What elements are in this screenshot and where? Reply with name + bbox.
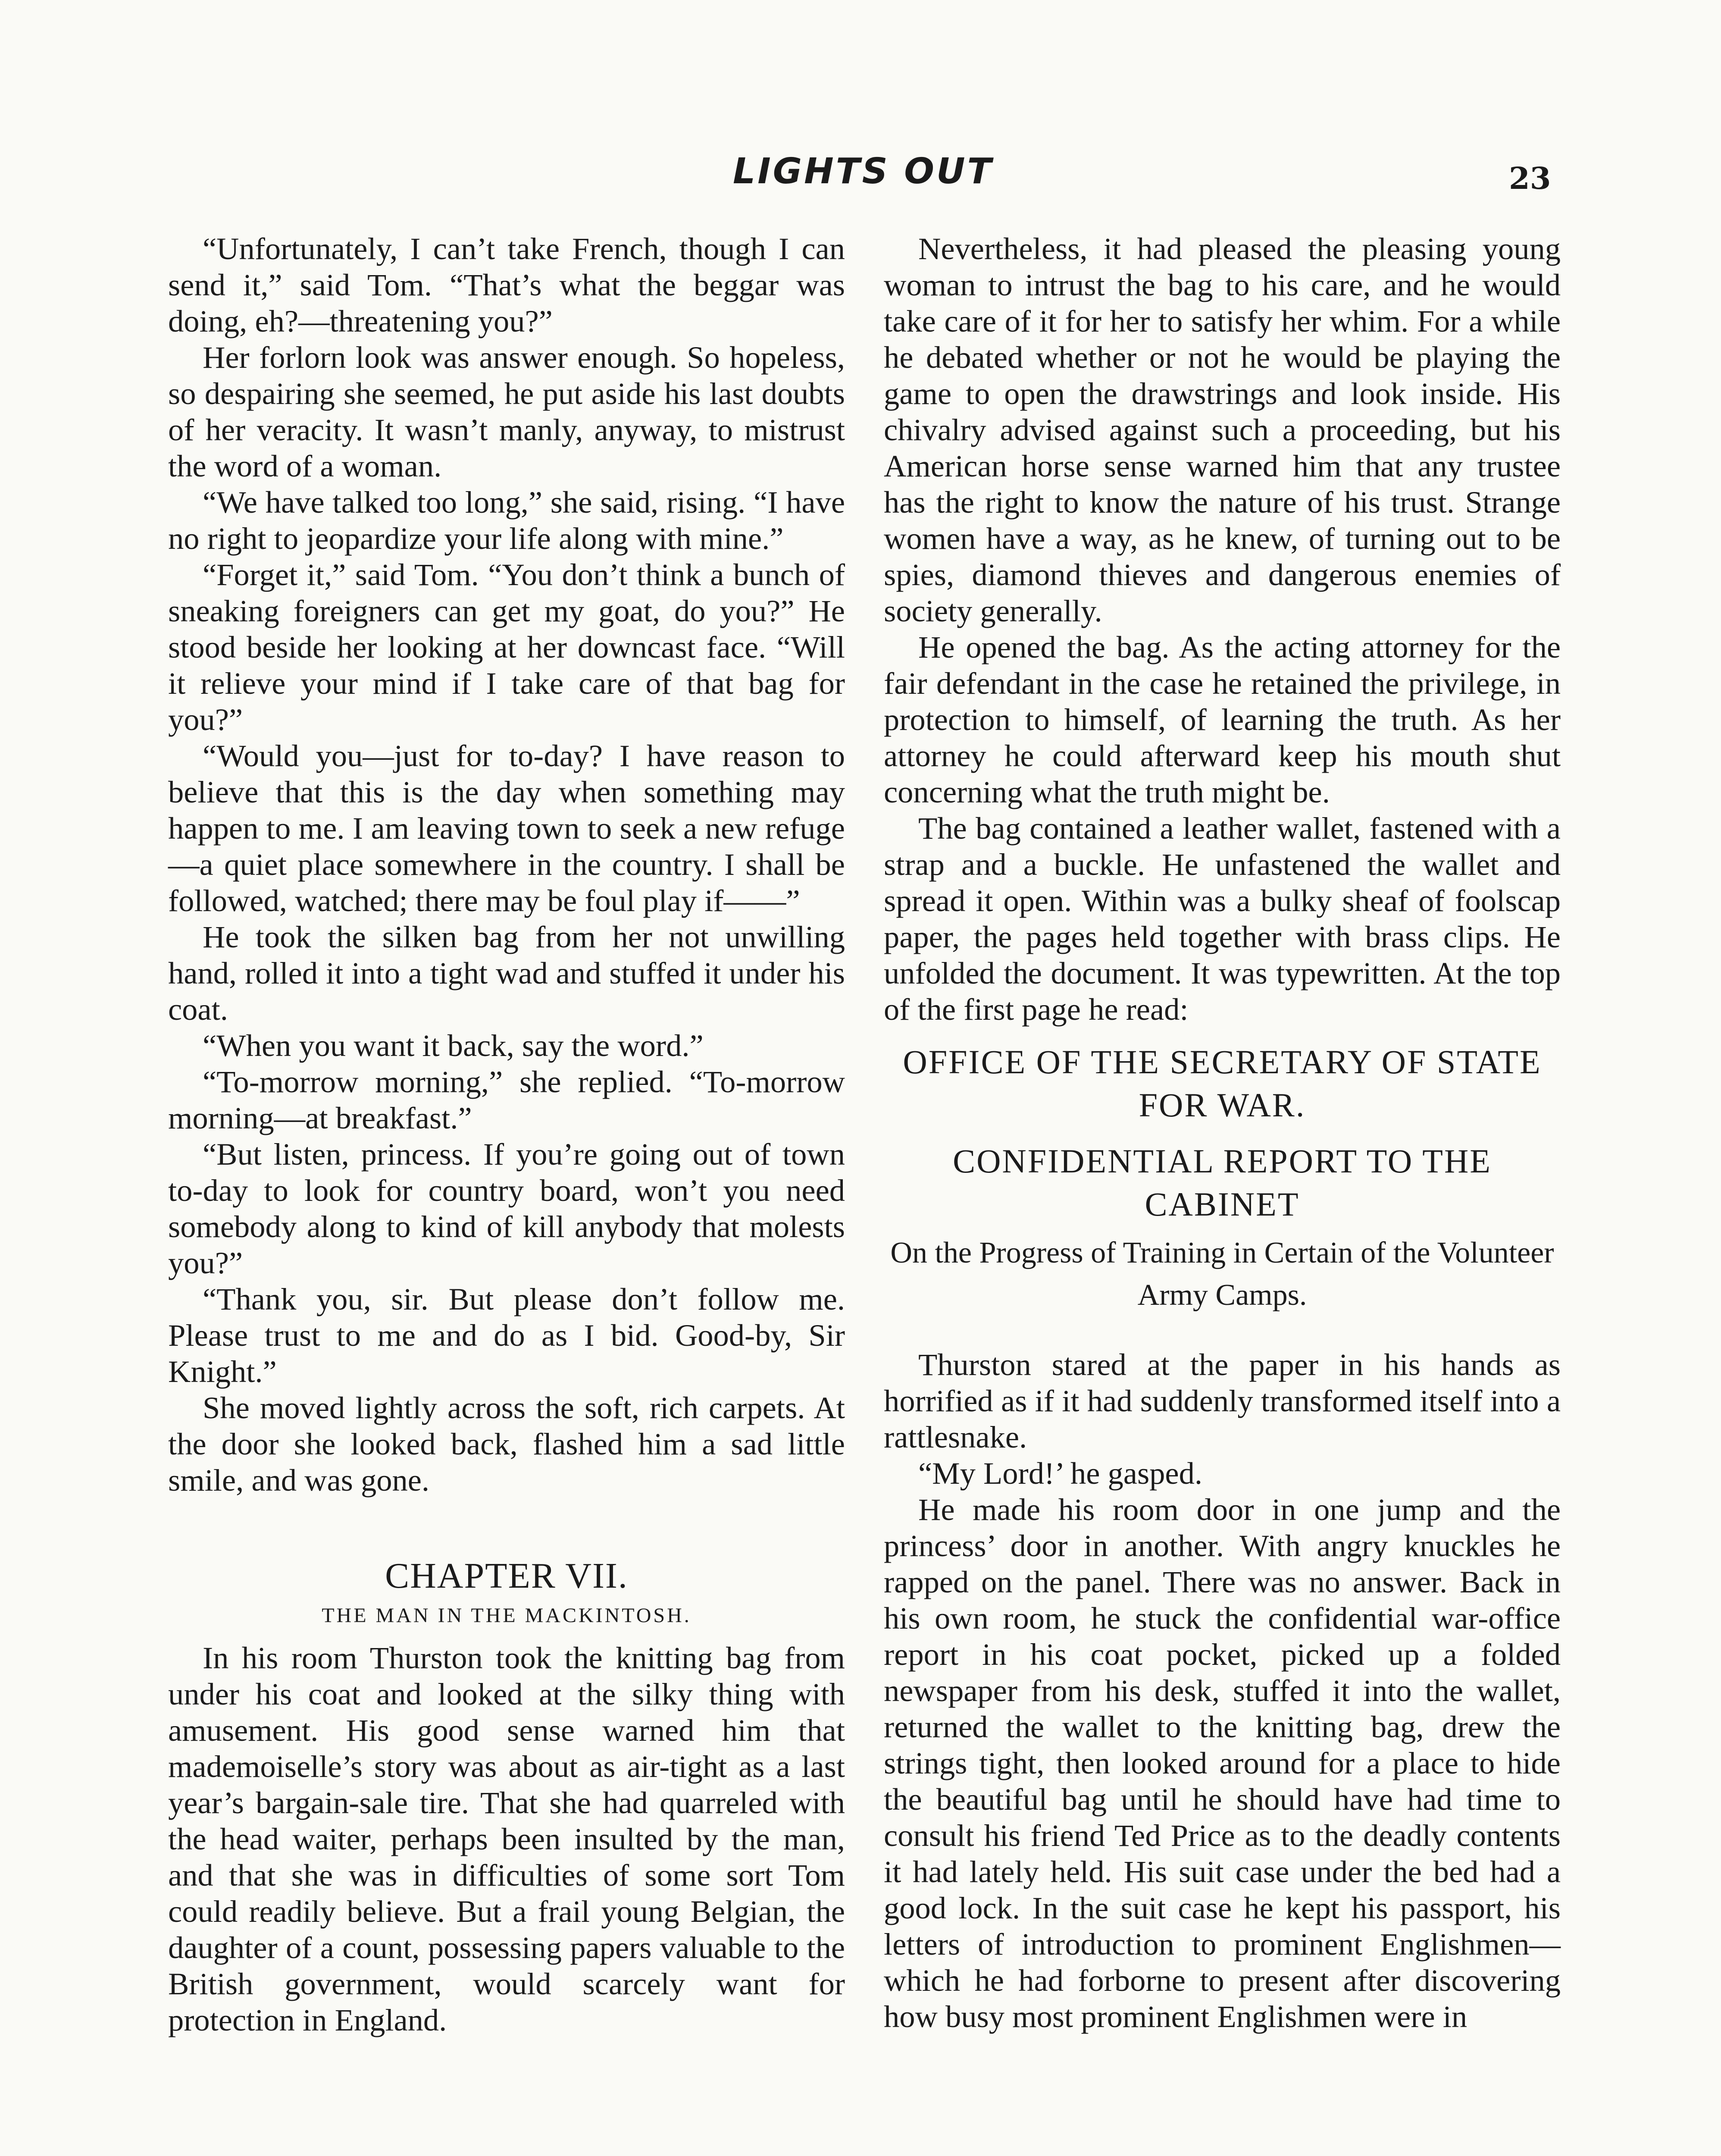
running-title: LIGHTS OUT	[733, 151, 994, 192]
paragraph: She moved lightly across the soft, rich carpets. At the door she looked back, flashed him a sad little smile, and was gone.	[168, 1390, 845, 1498]
right-column	[884, 231, 1561, 2035]
paragraph: Thurston stared at the paper in his hands as horrified as if it had suddenly transformed itself into a rattlesnake.	[884, 1347, 1561, 1454]
paragraph: He made his room door in one jump and the princess’ door in another. With angry knuckles he rapped on the panel. There was no answer. Back in his own room, he stuck the confidential war-office report in his coat pocket, picked up a folded newspaper from his desk, stuffed it into the wallet, returned the wallet to the knitting bag, drew the strings tight, then looked around for a place to hide the beautiful bag until he should have had time to consult his friend Ted Price as to the deadly contents it had lately held. His suit case under the bed had a good lock. In the suit case he kept his passport, his letters of introduction to prominent Englishmen—which he had forborne to present after discovering how busy most prominent Englishmen were in	[884, 1492, 1561, 2034]
paragraph: He took the silken bag from her not unwilling hand, rolled it into a tight wad and stuffed it under his coat.	[168, 919, 845, 1027]
paragraph: “Thank you, sir. But please don’t follow me. Please trust to me and do as I bid. Good-by, Sir Knight.”	[168, 1282, 845, 1389]
document-heading: OFFICE OF THE SECRETARY OF STATE FOR WAR.	[903, 1043, 1542, 1124]
left-column	[168, 231, 845, 2038]
chapter-subtitle: THE MAN IN THE MACKINTOSH.	[322, 1604, 692, 1627]
paragraph: Nevertheless, it had pleased the pleasing young woman to intrust the bag to his care, and he would take care of it for her to satisfy her whim. For a while he debated whether or not he would be playing the game to open the drawstrings and look inside. His chivalry advised against such a proceeding, but his American horse sense warned him that any trustee has the right to know the nature of his trust. Strange women have a way, as he knew, of turning out to be spies, diamond thieves and dangerous enemies of society generally.	[884, 231, 1561, 628]
paragraph: “Would you—just for to-day? I have reason to believe that this is the day when something may happen to me. I am leaving town to seek a new refuge—a quiet place somewhere in the country. I shall be followed, watched; there may be foul play if——”	[168, 738, 845, 918]
paragraph: “To-morrow morning,” she replied. “To-morrow morning—at breakfast.”	[168, 1064, 845, 1135]
document-subheading: On the Progress of Training in Certain of the Volunteer Army Camps.	[890, 1236, 1554, 1312]
paragraph: “We have talked too long,” she said, rising. “I have no right to jeopardize your life along with mine.”	[168, 485, 845, 556]
paragraph: “Forget it,” said Tom. “You don’t think a bunch of sneaking foreigners can get my goat, do you?” He stood beside her looking at her downcast face. “Will it relieve your mind if I take care of that bag for you?”	[168, 557, 845, 737]
paragraph: In his room Thurston took the knitting bag from under his coat and looked at the silky thing with amusement. His good sense warned him that mademoiselle’s story was about as air-tight as a last year’s bargain-sale tire. That she had quarreled with the head waiter, perhaps been insulted by the man, and that she was in difficulties of some sort Tom could readily believe. But a frail young Belgian, the daughter of a count, possessing papers valuable to the British government, would scarcely want for protection in England.	[168, 1640, 845, 2037]
paragraph: He opened the bag. As the acting attorney for the fair defendant in the case he retained the privilege, in protection to himself, of learning the truth. As her attorney he could afterward keep his mouth shut concerning what the truth might be.	[884, 630, 1561, 809]
paragraph: “My Lord!’ he gasped.	[918, 1456, 1202, 1491]
paragraph: The bag contained a leather wallet, fastened with a strap and a buckle. He unfastened the wallet and spread it open. Within was a bulky sheaf of foolscap paper, the pages held together with brass clips. He unfolded the document. It was typewritten. At the top of the first page he read:	[884, 811, 1561, 1027]
paragraph: “When you want it back, say the word.”	[203, 1028, 704, 1063]
chapter-heading: CHAPTER VII.	[385, 1556, 628, 1596]
paragraph: Her forlorn look was answer enough. So hopeless, so despairing she seemed, he put aside his last doubts of her veracity. It wasn’t manly, anyway, to mistrust the word of a woman.	[168, 340, 845, 483]
document-heading: CONFIDENTIAL REPORT TO THE CABINET	[953, 1142, 1492, 1223]
page-number: 23	[1509, 160, 1551, 196]
paragraph: “But listen, princess. If you’re going out of town to-day to look for country board, won’t you need somebody along to kind of kill anybody that molests you?”	[168, 1137, 845, 1280]
paragraph: “Unfortunately, I can’t take French, though I can send it,” said Tom. “That’s what the beggar was doing, eh?—threatening you?”	[168, 231, 845, 338]
